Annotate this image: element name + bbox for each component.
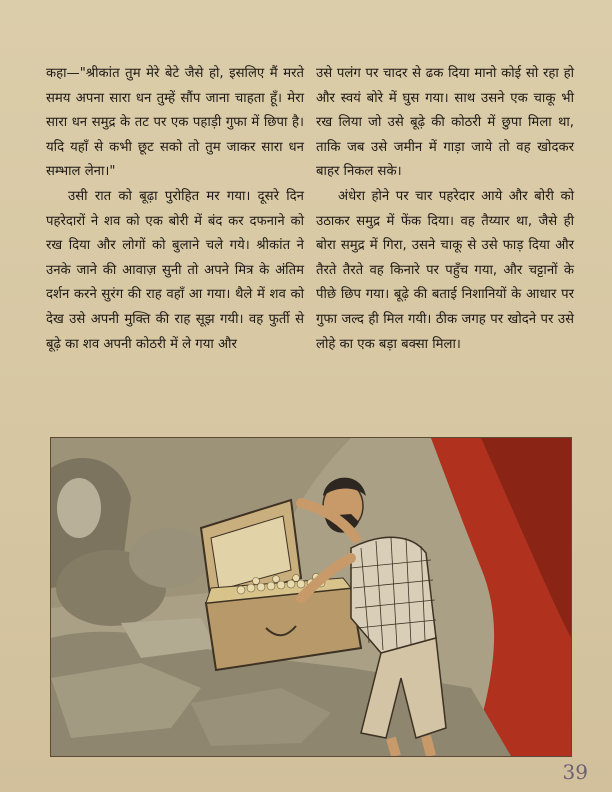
paragraph: उसी रात को बूढ़ा पुरोहित मर गया। दूसरे दिन पहरेदारों ने शव को एक बोरी में बंद कर दफनाने को रख दिया और लोगों को बुलाने चले गये। श्रीकांत ने उनके जाने की आवाज़ सुनी तो अपने मित्र के अंतिम दर्शन करने सुरंग की राह वहाँ आ गया। थैले में शव को देख उसे अपनी मुक्ति की राह सूझ गयी। वह फुर्ती से बूढ़े का शव अपनी कोठरी में ले गया और	[46, 188, 304, 352]
cave-opening	[57, 478, 101, 538]
paragraph: कहा—"श्रीकांत तुम मेरे बेटे जैसे हो, इसलिए मैं मरते समय अपना सारा धन तुम्हें सौंप जाना चाहता हूँ। मेरा सारा धन समुद्र के तट पर एक पहाड़ी गुफा में छिपा है। यदि यहाँ से कभी छूट सको तो तुम जाकर सारा धन सम्भाल लेना।"	[46, 66, 304, 180]
right-text-column	[316, 62, 574, 357]
page-number: 39	[562, 760, 588, 784]
treasure-chest-illustration	[50, 437, 572, 757]
paragraph: उसे पलंग पर चादर से ढक दिया मानो कोई सो रहा हो और स्वयं बोरे में घुस गया। साथ उसने एक चाकू भी रख लिया जो उसे बूढ़े की कोठरी में छुपा मिला था, ताकि जब उसे जमीन में गाड़ा जाये तो वह खोदकर बाहर निकल सके।	[316, 66, 574, 180]
cave-scene-drawing	[51, 438, 571, 756]
left-text-column	[46, 62, 304, 357]
paragraph: अंधेरा होने पर चार पहरेदार आये और बोरी को उठाकर समुद्र में फेंक दिया। वह तैय्यार था, जैसे ही बोरा समुद्र में गिरा, उसने चाकू से उसे फाड़ दिया और तैरते तैरते वह किनारे पर पहुँच गया, और चट्टानों के पीछे छिप गया। बूढ़े की बताई निशानियों के आधार पर गुफा जल्द ही मिल गयी। ठीक जगह पर खोदने पर उसे लोहे का एक बड़ा बक्सा मिला।	[316, 188, 574, 352]
boulder	[129, 528, 209, 588]
